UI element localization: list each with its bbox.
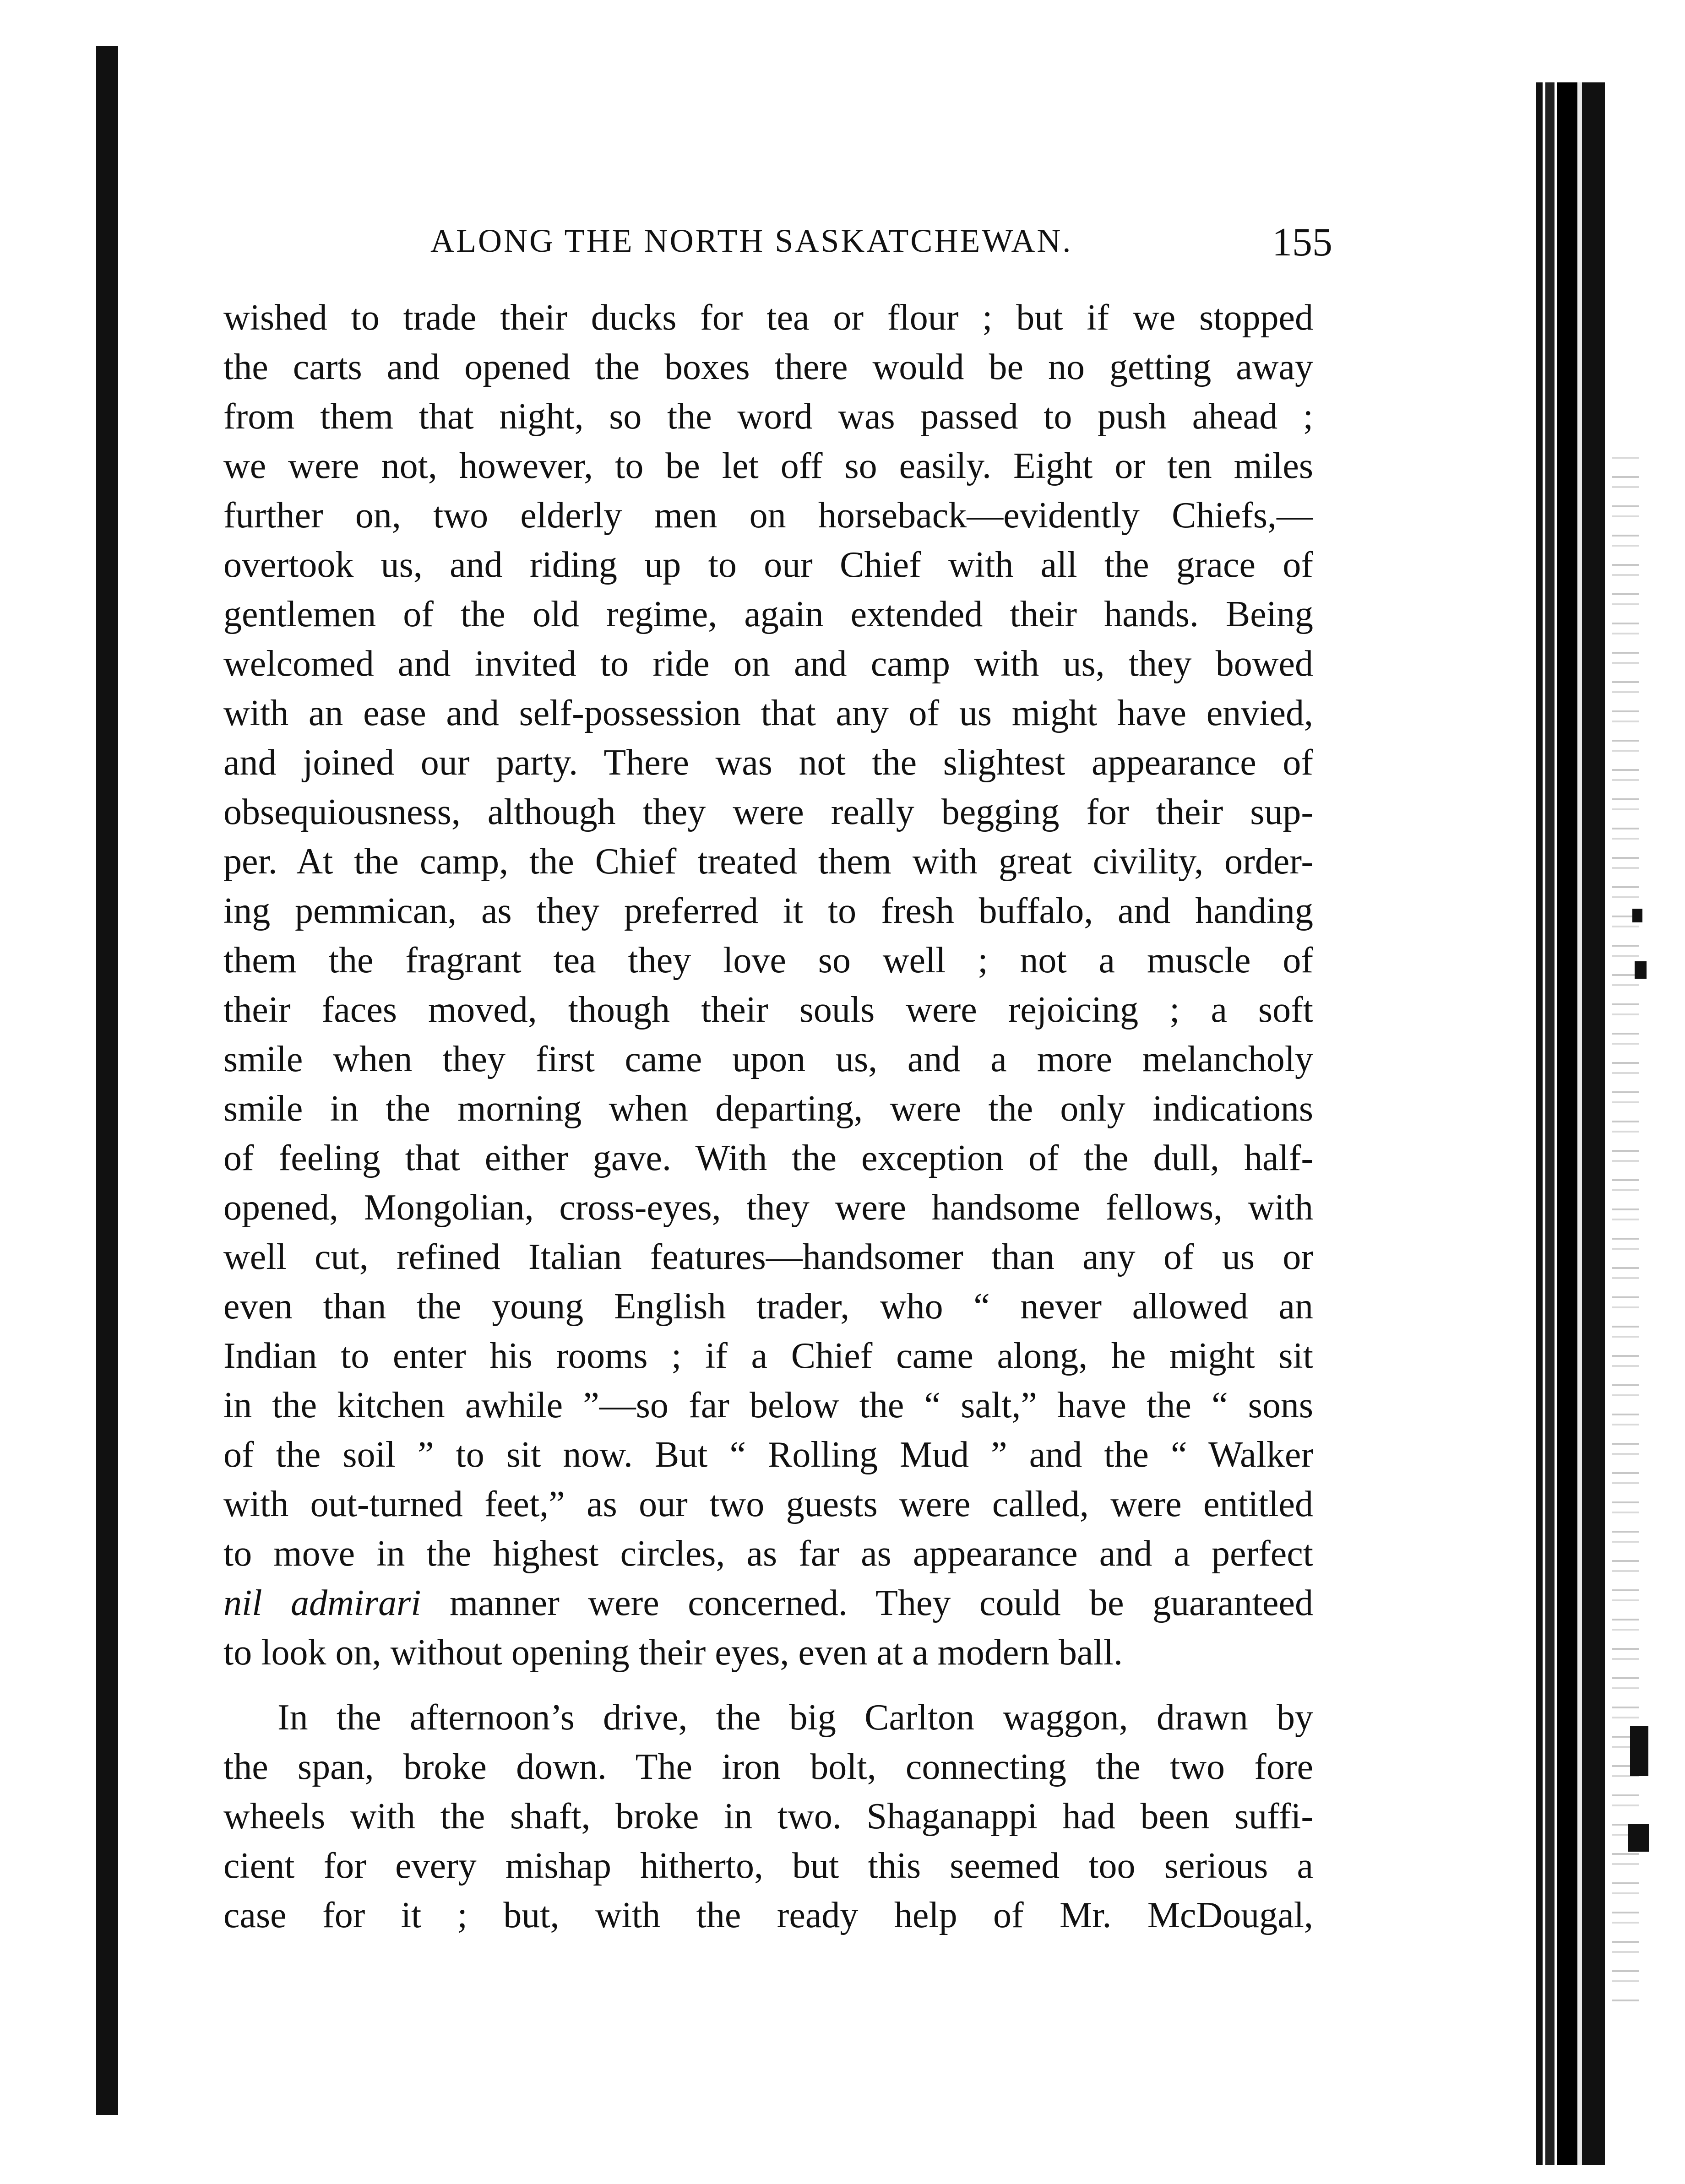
text-line: to move in the highest circles, as far as appearance and a perfect [223, 1534, 1313, 1574]
body-text [223, 293, 1313, 1940]
scan-speck [1628, 1824, 1649, 1852]
text-line: and joined our party. There was not the slightest appearance of [223, 742, 1313, 783]
text-line: of the soil ” to sit now. But “ Rolling Mud ” and the “ Walker [223, 1435, 1313, 1475]
text-line: Indian to enter his rooms ; if a Chief came along, he might sit [223, 1336, 1313, 1376]
text-line: with out-turned feet,” as our two guests were called, were entitled [223, 1484, 1313, 1524]
text-line: with an ease and self-possession that any of us might have envied, [223, 693, 1313, 733]
text-line: opened, Mongolian, cross-eyes, they were handsome fellows, with [223, 1187, 1313, 1228]
text-line: smile when they first came upon us, and a more melancholy [223, 1039, 1313, 1079]
scan-speck [1635, 961, 1647, 979]
text-line: welcomed and invited to ride on and camp with us, they bowed [223, 644, 1313, 684]
scan-binding-edge-left [96, 46, 118, 2115]
text-line: even than the young English trader, who “ never allowed an [223, 1286, 1313, 1327]
text-line: the span, broke down. The iron bolt, connecting the two fore [223, 1747, 1313, 1787]
text-line: to look on, without opening their eyes, even at a modern ball. [223, 1632, 1123, 1673]
text-line: well cut, refined Italian features—handsomer than any of us or [223, 1237, 1313, 1277]
text-line: In the afternoon’s drive, the big Carlton waggon, drawn by [277, 1697, 1313, 1738]
text-line: cient for every mishap hitherto, but this seemed too serious a [223, 1846, 1313, 1886]
scan-speck [1632, 909, 1642, 922]
text-line: obsequiousness, although they were really begging for their sup- [223, 792, 1313, 832]
text-line: their faces moved, though their souls were rejoicing ; a soft [223, 990, 1313, 1030]
text-line: them the fragrant tea they love so well ; not a muscle of [223, 940, 1313, 981]
text-line: we were not, however, to be let off so easily. Eight or ten miles [223, 446, 1313, 486]
text-line: further on, two elderly men on horseback—evidently Chiefs,— [223, 495, 1313, 536]
text-line: the carts and opened the boxes there would be no getting away [223, 347, 1313, 387]
text-line: of feeling that either gave. With the exception of the dull, half- [223, 1138, 1313, 1178]
scan-page-edge-right [1536, 82, 1605, 2165]
paragraph [223, 1693, 1313, 1940]
running-header [220, 222, 1332, 272]
text-line: in the kitchen awhile ”—so far below the “ salt,” have the “ sons [223, 1385, 1313, 1425]
text-line: gentlemen of the old regime, again extended their hands. Being [223, 594, 1313, 634]
italic-phrase: nil admirari [223, 1583, 421, 1623]
text-line: wished to trade their ducks for tea or flour ; but if we stopped [223, 298, 1313, 338]
scan-speck [1630, 1726, 1648, 1776]
text-line-rest: manner were concerned. They could be guaranteed [421, 1583, 1313, 1623]
text-line: ing pemmican, as they preferred it to fresh buffalo, and handing [223, 891, 1313, 931]
running-title: ALONG THE NORTH SASKATCHEWAN. [430, 222, 1073, 259]
text-line: smile in the morning when departing, were the only indications [223, 1089, 1313, 1129]
text-line: overtook us, and riding up to our Chief with all the grace of [223, 545, 1313, 585]
text-line-with-italic [223, 1578, 1313, 1628]
text-line: per. At the camp, the Chief treated them with great civility, order- [223, 841, 1313, 882]
paragraph [223, 293, 1313, 1677]
text-line: case for it ; but, with the ready help of Mr. McDougal, [223, 1895, 1313, 1935]
text-line: from them that night, so the word was passed to push ahead ; [223, 396, 1313, 437]
text-line: wheels with the shaft, broke in two. Shaganappi had been suffi- [223, 1796, 1313, 1837]
page-number: 155 [1272, 220, 1332, 265]
paragraph-gap [223, 1677, 1313, 1693]
